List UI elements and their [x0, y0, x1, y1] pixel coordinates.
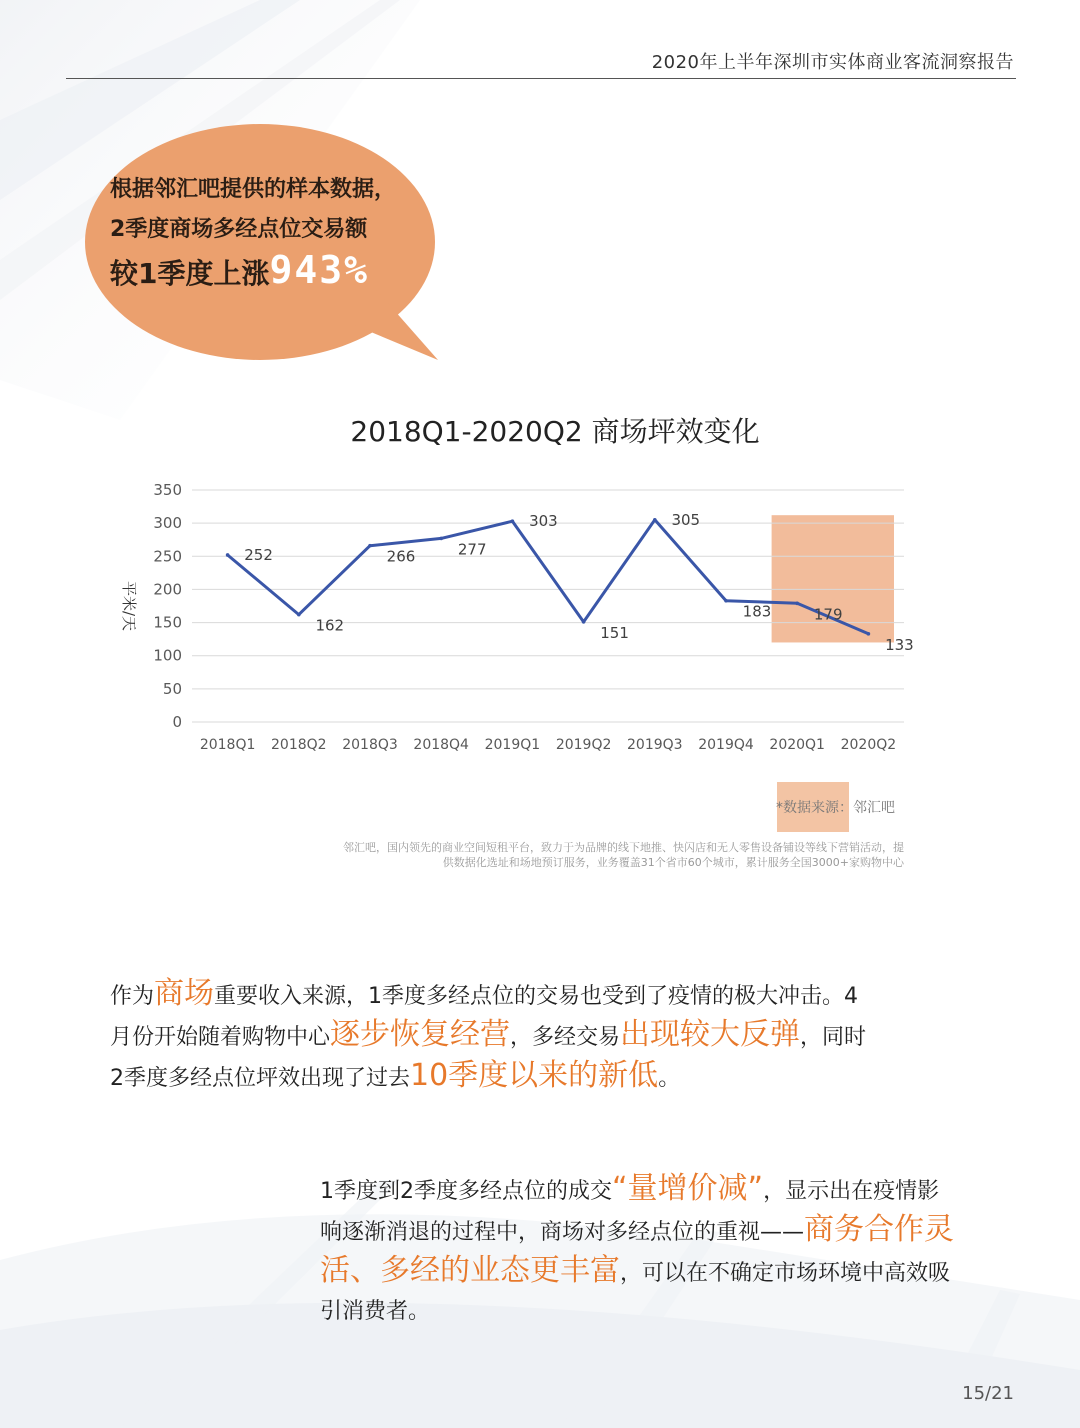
data-label: 277: [457, 540, 487, 559]
paragraph-2: [320, 1170, 960, 1331]
x-tick-label: 2018Q1: [199, 737, 256, 753]
data-label: 303: [529, 512, 558, 531]
data-point: [297, 613, 301, 617]
x-tick-label: 2019Q2: [555, 737, 612, 753]
bubble-rise-text: 较1季度上涨: [110, 257, 270, 290]
p1-text-5: 。: [658, 1066, 681, 1091]
p2-text-2: ，显示出在疫情影响逐渐消退的过程中，商场对多经点位的重视——: [320, 1179, 940, 1245]
p1-highlight-3: 出现较大反弹: [620, 1017, 801, 1052]
data-label: 162: [315, 616, 345, 635]
p2-text-1: 1季度到2季度多经点位的成交: [320, 1179, 612, 1204]
x-tick-label: 2018Q2: [271, 737, 327, 753]
data-point: [867, 632, 871, 636]
data-label: 252: [244, 545, 273, 564]
bubble-line-2: 2季度商场多经点位交易额: [110, 217, 368, 242]
p1-text-3: ，多经交易: [510, 1025, 621, 1050]
data-point: [226, 553, 230, 557]
y-tick-label: 150: [153, 613, 182, 632]
x-tick-label: 2019Q4: [698, 737, 754, 753]
data-label: 183: [742, 602, 772, 621]
paragraph-1: [110, 975, 870, 1098]
line-chart: [0, 470, 1080, 770]
y-tick-label: 50: [162, 679, 182, 698]
y-tick-label: 0: [172, 713, 182, 731]
data-point: [511, 519, 515, 523]
p1-text-2: 重要收入来源，1季度多经点位的交易也受到了疫情的极大冲击。4月份开始随着购物中心: [110, 984, 859, 1050]
footnote-line-1: 邻汇吧，国内领先的商业空间短租平台，致力于为品牌的线下地推、快闪店和无人零售设备铺设等线下营销活动，提: [343, 841, 904, 854]
chart-title: 2018Q1-2020Q2 商场坪效变化: [350, 415, 760, 448]
data-label: 179: [813, 605, 843, 624]
y-axis-label: 平米/天: [120, 580, 138, 632]
data-point: [368, 544, 372, 548]
y-tick-label: 200: [153, 580, 182, 599]
p2-text-3: ，可以在不确定市场环境中高效吸引消费者。: [320, 1261, 951, 1324]
p1-text-1: 作为: [110, 984, 155, 1009]
x-tick-label: 2020Q2: [840, 737, 897, 753]
data-point: [439, 537, 443, 541]
bubble-text: [110, 170, 440, 297]
x-tick-label: 2018Q4: [413, 737, 469, 753]
footnote-line-2: 供数据化选址和场地预订服务，业务覆盖31个省市60个城市，累计服务全国3000+家购物中心: [442, 856, 904, 869]
p1-highlight-2: 逐步恢复经营: [330, 1017, 511, 1052]
p1-text-4: ，同时2季度多经点位坪效出现了过去: [110, 1025, 867, 1091]
bubble-line-3: [110, 250, 440, 297]
x-tick-label: 2018Q3: [342, 737, 398, 753]
x-tick-label: 2019Q3: [627, 737, 683, 753]
page-number: 15/21: [962, 1383, 1014, 1404]
p2-highlight-1: “量增价减”: [612, 1171, 764, 1206]
p1-highlight-4: 10季度以来的新低: [410, 1058, 659, 1093]
data-label: 305: [671, 510, 701, 529]
data-point: [795, 602, 799, 606]
data-point: [582, 620, 586, 624]
data-point: [653, 518, 657, 522]
p2-highlight-2: 商务合作灵活、多经的业态更丰富: [320, 1212, 955, 1288]
bubble-line-1: 根据邻汇吧提供的样本数据，: [110, 177, 397, 202]
data-source: *数据来源：邻汇吧: [776, 800, 895, 816]
data-label: 151: [600, 623, 629, 642]
footnote: [280, 840, 904, 870]
data-label: 133: [885, 635, 914, 654]
x-tick-label: 2020Q1: [769, 737, 825, 753]
y-tick-label: 350: [153, 481, 182, 499]
y-tick-label: 100: [153, 646, 182, 665]
p1-highlight-1: 商场: [154, 976, 215, 1011]
header-divider: [66, 78, 1016, 79]
data-label: 266: [386, 547, 416, 566]
bubble-percent: 943%: [269, 248, 369, 292]
data-point: [724, 599, 728, 603]
x-tick-label: 2019Q1: [484, 737, 541, 753]
y-tick-label: 250: [153, 547, 182, 566]
report-title: 2020年上半年深圳市实体商业客流洞察报告: [651, 52, 1014, 73]
highlight-region: [772, 515, 894, 642]
y-tick-label: 300: [153, 514, 182, 533]
